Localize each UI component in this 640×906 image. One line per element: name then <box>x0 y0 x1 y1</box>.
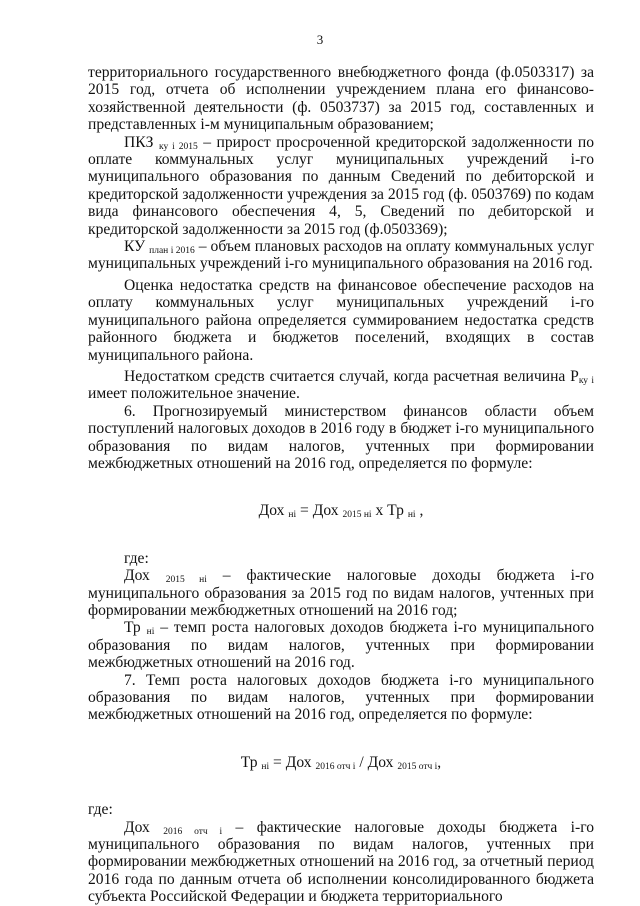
f1-end: , <box>415 502 424 520</box>
d1-term: Дох <box>124 567 150 585</box>
shortfall-condition-text: Недостатком средств считается случай, когда расчетная величина Р <box>124 367 579 385</box>
ku-definition-text: – объем плановых расходов на оплату коммунальных услуг муниципальных учреждений i-го муниципального образования на 2016 год. <box>88 238 595 273</box>
d1-text: – фактические налоговые доходы бюджета i-го муниципального образования за 2015 год по видам налогов, учтенных при формировании межбюджетных отношений на 2016 год; <box>88 567 594 619</box>
paragraph-pkz-definition <box>88 134 594 238</box>
term-pkz: ПКЗ <box>124 133 154 151</box>
d3-term: Дох <box>124 818 150 836</box>
where-label-2: где: <box>88 801 113 819</box>
d2-text: – темп роста налоговых доходов бюджета i-го муниципального образования по видам налогов, учтенных при формировании межбюджетных отношений на 2016 год. <box>88 619 594 672</box>
f1-b-sub: 2015 нi <box>342 510 372 521</box>
page-number: 3 <box>316 32 324 47</box>
f2-c-sub: 2015 отч i <box>397 761 438 772</box>
term-pkz-subscript: ку i 2015 <box>158 141 198 152</box>
where-label-1: где: <box>124 549 149 567</box>
f1-times: х Тр <box>371 502 404 520</box>
d2-sub: нi <box>146 627 155 638</box>
f2-lhs: Тр <box>240 753 258 771</box>
f1-lhs: Дох <box>258 502 285 520</box>
definition-dox-2015 <box>88 567 594 619</box>
formula-growth-rate <box>88 754 594 771</box>
f2-end: , <box>437 753 442 771</box>
formula-revenue-forecast <box>88 502 594 519</box>
definition-tr <box>88 619 594 671</box>
d1-sub: 2015 нi <box>165 575 207 586</box>
f1-eq: = Дох <box>296 502 339 520</box>
f2-div: / Дох <box>355 753 394 771</box>
f2-b-sub: 2016 отч i <box>315 761 356 772</box>
definition-dox-2016 <box>88 819 594 906</box>
pkz-definition-text: – прирост просроченной кредиторской задолженности по оплате коммунальных услуг муниципальных учреждений i-го муниципального образования по данным Сведений по дебиторской и кредиторской задолженности учреждения за 2015 год (ф. 0503769) по кодам вида финансового обеспечения 4, 5, Сведений по дебиторской и кредиторской задолженности за 2015 год (ф.0503369); <box>88 133 595 238</box>
paragraph-item-6: 6. Прогнозируемый министерством финансов области объем поступлений налоговых доходов в 2016 году в бюджет i-го муниципального образования по видам налогов, учтенных при формировании межбюджетных отношений на 2016 год, определяется по формуле: <box>88 402 594 472</box>
f2-lhs-sub: нi <box>261 761 270 772</box>
paragraph-shortfall-assessment: Оценка недостатка средств на финансовое обеспечение расходов на оплату коммунальных услуг муниципальных учреждений i-го муниципального района определяется суммированием недостатка средств районного бюджета и бюджетов поселений, входящих в состав муниципального района. <box>88 276 594 364</box>
paragraph-ku-definition <box>88 238 594 273</box>
f1-lhs-sub: нi <box>288 510 297 521</box>
document-body <box>88 64 594 906</box>
f1-c-sub: нi <box>407 510 416 521</box>
d3-sub: 2016 отч i <box>163 826 223 837</box>
d3-text: – фактические налоговые доходы бюджета i-го муниципального образования по видам налогов, учтенных при формировании межбюджетных отношений на 2016 год, за отчетный период 2016 года по данным отчета об исполнении консолидированного бюджета субъекта Российской Федерации и бюджета территориального <box>88 818 594 906</box>
d2-term: Тр <box>124 619 141 637</box>
paragraph-item-7: 7. Темп роста налоговых доходов бюджета i-го муниципального образования по видам налогов, учтенных при формировании межбюджетных отношений на 2016 год, определяется по формуле: <box>88 671 594 724</box>
paragraph-fund-reports: территориального государственного внебюджетного фонда (ф.0503317) за 2015 год, отчета об исполнении учреждением плана его финансово-хозяйственной деятельности (ф. 0503737) за 2015 год, составленных и представленных i-м муниципальным образованием; <box>88 64 594 134</box>
term-ku: КУ <box>124 238 146 256</box>
paragraph-shortfall-condition <box>88 368 594 403</box>
shortfall-condition-tail: имеет положительное значение. <box>88 385 300 403</box>
shortfall-condition-subscript: ку i <box>578 375 594 386</box>
f2-eq: = Дох <box>269 753 312 771</box>
term-ku-subscript: план i 2016 <box>149 246 195 257</box>
